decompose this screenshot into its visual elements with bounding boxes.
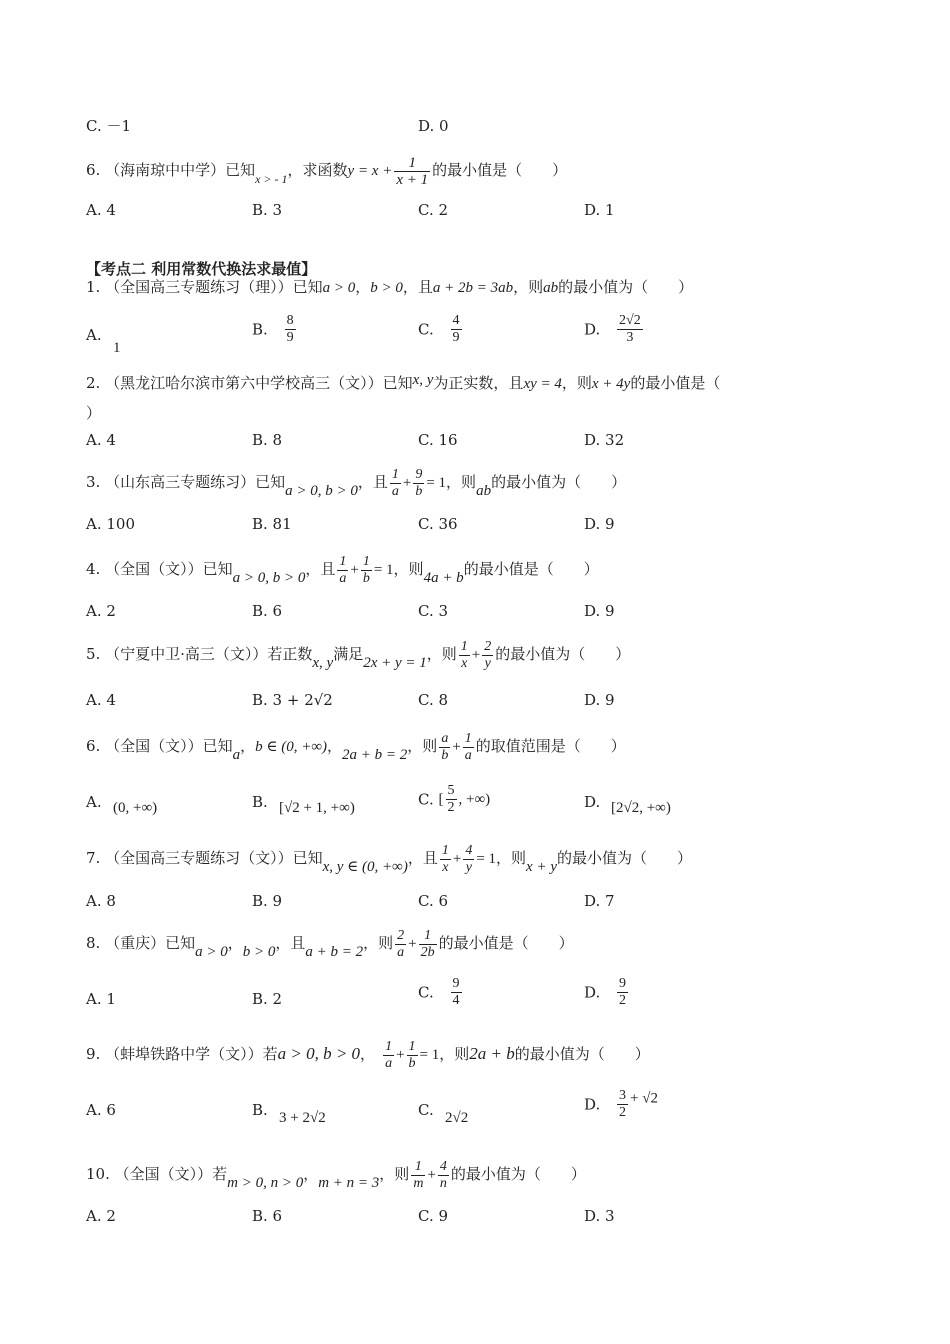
numerator: 1 [385, 1038, 393, 1054]
fraction [439, 731, 450, 764]
section-heading: 【考点二 利用常数代换法求最值】 [86, 260, 317, 278]
numerator: 1 [419, 928, 437, 945]
separator: ， [240, 737, 256, 755]
problem-7-stem: 7. （全国高三专题练习（文））已知x, y ∈ (0, +∞)，且 $\frac{1}{x}$ + $\frac{4}{y}$ = 1，则x + y的最小值为（ ） [86, 842, 692, 875]
fraction [440, 843, 451, 876]
denominator: 2 [619, 1105, 627, 1120]
numerator: 4 [465, 842, 473, 858]
math-condition: 2a + b = 2 [342, 747, 408, 763]
option-c: C. 9 [418, 1207, 449, 1225]
problem-4-stem: 4. （全国（文））已知a > 0, b > 0，且 $\frac{1}{a}$ + $\frac{1}{b}$ = 1，则4a + b的最小值是（ ） [86, 553, 599, 586]
option-label: C. [418, 983, 434, 1002]
math-condition: x > - 1 [255, 172, 288, 186]
option-c [418, 976, 464, 1009]
math-condition: a [232, 747, 241, 763]
problem-10-stem: 10. （全国（文））若m > 0, n > 0，m + n = 3，则 $\frac{1}{m}$ + $\frac{4}{n}$ 的最小值为（ ） [86, 1158, 586, 1191]
separator: ，则 [496, 849, 527, 867]
fraction [419, 928, 437, 961]
separator: ，则 [561, 374, 592, 392]
option-a: A. 100 [86, 515, 135, 533]
numerator: 1 [362, 553, 370, 569]
math-expression: ab [476, 483, 492, 499]
option-b-value: 3 + 2√2 [279, 1110, 326, 1126]
question-6-stem [86, 150, 856, 190]
question-text: 的最小值为（ ） [450, 1165, 586, 1183]
question-text: 的最小值为（ ） [495, 645, 631, 663]
math-expression: y = x + [347, 163, 393, 179]
option-a [86, 792, 102, 812]
option-a: A. 2 [86, 1207, 116, 1225]
numerator: 1 [339, 553, 347, 569]
numerator: 1 [408, 1038, 416, 1054]
question-text: 6. （全国（文））已知 [86, 737, 233, 755]
option-d-value: [2√2, +∞) [611, 800, 671, 816]
fraction [361, 554, 372, 587]
question-text: 3. （山东高三专题练习）已知 [86, 473, 286, 491]
question-text: 9. （蚌埠铁路中学（文））若 [86, 1045, 278, 1063]
math-condition: a + 2b = 3ab [432, 280, 514, 296]
option-c: C. 36 [418, 515, 458, 533]
numerator: 1 [464, 730, 472, 746]
fraction [411, 1159, 425, 1192]
equation-rhs: = 1 [476, 851, 497, 867]
denominator: b [441, 747, 449, 763]
option-b: B. 6 [252, 1207, 283, 1225]
option-b: B. 3 + 2√2 [252, 691, 333, 709]
math-condition: b > 0 [370, 280, 403, 296]
denominator: a [339, 570, 347, 586]
math-condition: x, y ∈ (0, +∞) [322, 859, 408, 875]
option-label: D. [584, 793, 601, 811]
equation-rhs: = 1 [373, 562, 394, 578]
denominator: y [465, 859, 472, 875]
fraction [463, 843, 474, 876]
problem-2-stem [86, 370, 856, 394]
denominator: 2b [420, 944, 435, 960]
denominator: x [461, 655, 468, 671]
separator: ， [360, 1045, 376, 1063]
separator: ， [355, 278, 371, 296]
equation-rhs: = 1 [419, 1047, 440, 1063]
fraction [451, 313, 462, 346]
separator: ， [227, 934, 243, 952]
option-a-value: (0, +∞) [113, 800, 158, 816]
numerator: 4 [439, 1158, 447, 1174]
option-c: C. 2 [418, 201, 449, 219]
option-c [418, 1100, 434, 1120]
numerator: 2 [484, 638, 492, 654]
option-c: C. －1 [86, 117, 132, 135]
option-c-value: 2√2 [445, 1110, 469, 1126]
numerator: 3 [619, 1088, 627, 1103]
question-text: 1. （全国高三专题练习（理））已知 [86, 278, 323, 296]
option-label: A. [86, 793, 102, 811]
option-d [584, 976, 630, 1009]
math-condition: 2x + y = 1 [363, 655, 427, 671]
numerator: 1 [441, 842, 449, 858]
separator: ，则 [426, 645, 457, 663]
option-c [418, 783, 490, 816]
interval-end: , +∞) [458, 791, 491, 808]
numerator: 1 [394, 155, 430, 172]
separator: ， [327, 737, 343, 755]
option-label: D. [584, 320, 601, 339]
separator: ，则 [393, 560, 424, 578]
math-expression: x + 4y [591, 376, 631, 392]
numerator: 2 [397, 927, 405, 943]
option-b: B. 6 [252, 602, 283, 620]
fraction [383, 1039, 394, 1072]
question-text: 的最小值是（ ） [463, 560, 599, 578]
question-text: 为正实数，且 [433, 374, 524, 392]
numerator: 1 [460, 638, 468, 654]
option-d: D. 32 [584, 431, 625, 449]
fraction [446, 783, 457, 816]
option-label: B. [252, 1101, 268, 1119]
numerator: 4 [452, 313, 460, 328]
option-label: C. [418, 790, 434, 809]
denominator: a [464, 747, 472, 763]
question-text: 8. （重庆）已知 [86, 934, 196, 952]
fraction [394, 155, 430, 188]
option-a: A. 4 [86, 691, 116, 709]
option-b [252, 313, 298, 346]
option-c: C. 16 [418, 431, 458, 449]
option-b: B. 81 [252, 515, 292, 533]
problem-1-stem [86, 277, 856, 298]
denominator: x + 1 [396, 171, 429, 188]
math-condition: m > 0, n > 0 [227, 1175, 304, 1191]
option-b [252, 792, 268, 812]
denominator: a [391, 483, 399, 499]
fraction [459, 639, 470, 672]
math-condition: a + b = 2 [305, 944, 364, 960]
fraction [451, 976, 462, 1009]
separator: ，则 [363, 934, 394, 952]
denominator: b [408, 1055, 416, 1071]
fraction [390, 467, 401, 500]
problem-8-stem: 8. （重庆）已知a > 0，b > 0，且a + b = 2，则 $\frac{2}{a}$ + $\frac{1}{2b}$ 的最小值是（ ） [86, 927, 574, 960]
option-label: A. [86, 326, 102, 344]
option-a: A. 4 [86, 201, 116, 219]
option-label: C. [418, 320, 434, 339]
option-label: D. [584, 983, 601, 1002]
denominator: 4 [452, 993, 460, 1008]
fraction [285, 313, 296, 346]
denominator: n [439, 1175, 447, 1191]
question-text: 6. （海南琼中中学）已知 [86, 161, 256, 179]
option-a: A. 4 [86, 431, 116, 449]
fraction [617, 1088, 628, 1121]
question-text: ，求函数 [287, 161, 348, 179]
fraction [413, 467, 424, 500]
numerator: 8 [286, 313, 294, 328]
numerator: 9 [415, 466, 423, 482]
option-d: D. 3 [584, 1207, 615, 1225]
option-b [252, 1100, 268, 1120]
denominator: b [415, 483, 423, 499]
math-condition: x, y [412, 372, 434, 388]
math-expression: 2a + b [469, 1044, 515, 1063]
separator: ，且 [275, 934, 306, 952]
denominator: 2 [447, 800, 455, 815]
option-b-value: [√2 + 1, +∞) [279, 800, 355, 816]
question-text: 5. （宁夏中卫·高三（文））若正数 [86, 645, 313, 663]
fraction [617, 976, 628, 1009]
math-condition: a > 0, b > 0 [277, 1044, 361, 1063]
option-b: B. 8 [252, 431, 283, 449]
denominator: a [385, 1055, 393, 1071]
math-expression: x + y [526, 859, 557, 875]
fraction [617, 313, 643, 346]
option-c: C. 3 [418, 602, 449, 620]
numerator: a [441, 730, 449, 746]
option-label: D. [584, 1095, 601, 1114]
question-text: 2. （黑龙江哈尔滨市第六中学校高三（文））已知 [86, 374, 413, 392]
option-b: B. 3 [252, 201, 283, 219]
question-text: 10. （全国（文））若 [86, 1165, 228, 1183]
separator: ，则 [379, 1165, 410, 1183]
math-expression: + √2 [630, 1090, 658, 1107]
denominator: m [413, 1175, 424, 1191]
option-d [584, 792, 600, 812]
math-condition: a > 0, b > 0 [232, 570, 306, 586]
option-d: D. 9 [584, 515, 615, 533]
numerator: 9 [452, 976, 460, 991]
question-text: 的最小值是（ ） [438, 934, 574, 952]
denominator: 9 [452, 330, 460, 345]
option-label: B. [252, 793, 268, 811]
option-c: C. 6 [418, 892, 449, 910]
math-condition: b ∈ (0, +∞) [255, 739, 328, 755]
problem-9-stem: 9. （蚌埠铁路中学（文））若a > 0, b > 0， $\frac{1}{a}$ + $\frac{1}{b}$ = 1，则2a + b的最小值为（ ） [86, 1038, 650, 1071]
option-c [418, 313, 464, 346]
option-d: D. 7 [584, 892, 615, 910]
numerator: 1 [411, 1159, 425, 1176]
option-label: C. [418, 1101, 434, 1119]
fraction [407, 1039, 418, 1072]
math-expression: ab [543, 280, 559, 296]
fraction [337, 554, 348, 587]
question-text: 的最小值是（ ） [432, 161, 568, 179]
option-label: B. [252, 320, 268, 339]
math-condition: b > 0 [242, 944, 276, 960]
continuation-text: ） [86, 404, 102, 422]
option-d: D. 9 [584, 691, 615, 709]
option-d [584, 313, 645, 346]
math-condition: a > 0 [195, 944, 228, 960]
question-text: 的最小值为（ ） [514, 1045, 650, 1063]
bracket: [ [438, 791, 444, 808]
option-d: D. 1 [584, 201, 615, 219]
option-d [584, 1088, 658, 1121]
numerator: 2√2 [619, 313, 641, 328]
question-text: ，且 [305, 560, 336, 578]
math-condition: a > 0 [322, 280, 356, 296]
question-text: 4. （全国（文））已知 [86, 560, 233, 578]
option-a: A. 8 [86, 892, 116, 910]
question-text: 的最小值为（ ） [491, 473, 627, 491]
denominator: b [362, 570, 370, 586]
denominator: 9 [286, 330, 294, 345]
question-text: 的取值范围是（ ） [475, 737, 626, 755]
option-a-value: 1 [113, 340, 121, 356]
question-text: 满足 [333, 645, 364, 663]
separator: ，则 [513, 278, 544, 296]
denominator: y [484, 655, 491, 671]
option-a: A. 1 [86, 990, 116, 1008]
denominator: 3 [626, 330, 634, 345]
math-condition: x, y [312, 655, 334, 671]
fraction [395, 928, 406, 961]
separator: ，且 [402, 278, 433, 296]
question-text: 7. （全国高三专题练习（文））已知 [86, 849, 323, 867]
option-b: B. 2 [252, 990, 283, 1008]
numerator: 1 [391, 466, 399, 482]
question-text: ，且 [357, 473, 388, 491]
option-b: B. 9 [252, 892, 283, 910]
separator: ，则 [439, 1045, 470, 1063]
denominator: 2 [619, 993, 627, 1008]
denominator: x [442, 859, 449, 875]
fraction [438, 1159, 449, 1192]
problem-5-stem: 5. （宁夏中卫·高三（文））若正数x, y满足2x + y = 1，则 $\frac{1}{x}$ + $\frac{2}{y}$ 的最小值为（ ） [86, 638, 631, 671]
math-condition: a > 0, b > 0 [285, 483, 358, 499]
separator: ， [303, 1165, 319, 1183]
problem-6-stem: 6. （全国（文））已知a，b ∈ (0, +∞)，2a + b = 2，则 $\frac{a}{b}$ + $\frac{1}{a}$ 的取值范围是（ ） [86, 730, 626, 763]
equation-rhs: = 1 [426, 475, 447, 491]
question-text: ，且 [407, 849, 438, 867]
separator: ，则 [446, 473, 477, 491]
option-d: D. 0 [418, 117, 449, 135]
fraction [482, 639, 493, 672]
question-text: 的最小值为（ ） [556, 849, 692, 867]
math-expression: 4a + b [423, 570, 464, 586]
separator: ，则 [407, 737, 438, 755]
option-a: A. 2 [86, 602, 116, 620]
option-a [86, 325, 102, 345]
option-a: A. 6 [86, 1101, 116, 1119]
option-c: C. 8 [418, 691, 449, 709]
question-text: 的最小值为（ ） [558, 278, 694, 296]
numerator: 5 [447, 783, 455, 798]
math-condition: m + n = 3 [318, 1175, 380, 1191]
fraction [463, 731, 474, 764]
problem-3-stem: 3. （山东高三专题练习）已知a > 0, b > 0，且 $\frac{1}{a}$ + $\frac{9}{b}$ = 1，则ab的最小值为（ ） [86, 466, 627, 499]
denominator: a [397, 944, 405, 960]
math-condition: xy = 4 [523, 376, 562, 392]
question-text: 的最小值是（ [630, 374, 721, 392]
numerator: 9 [619, 976, 627, 991]
option-d: D. 9 [584, 602, 615, 620]
